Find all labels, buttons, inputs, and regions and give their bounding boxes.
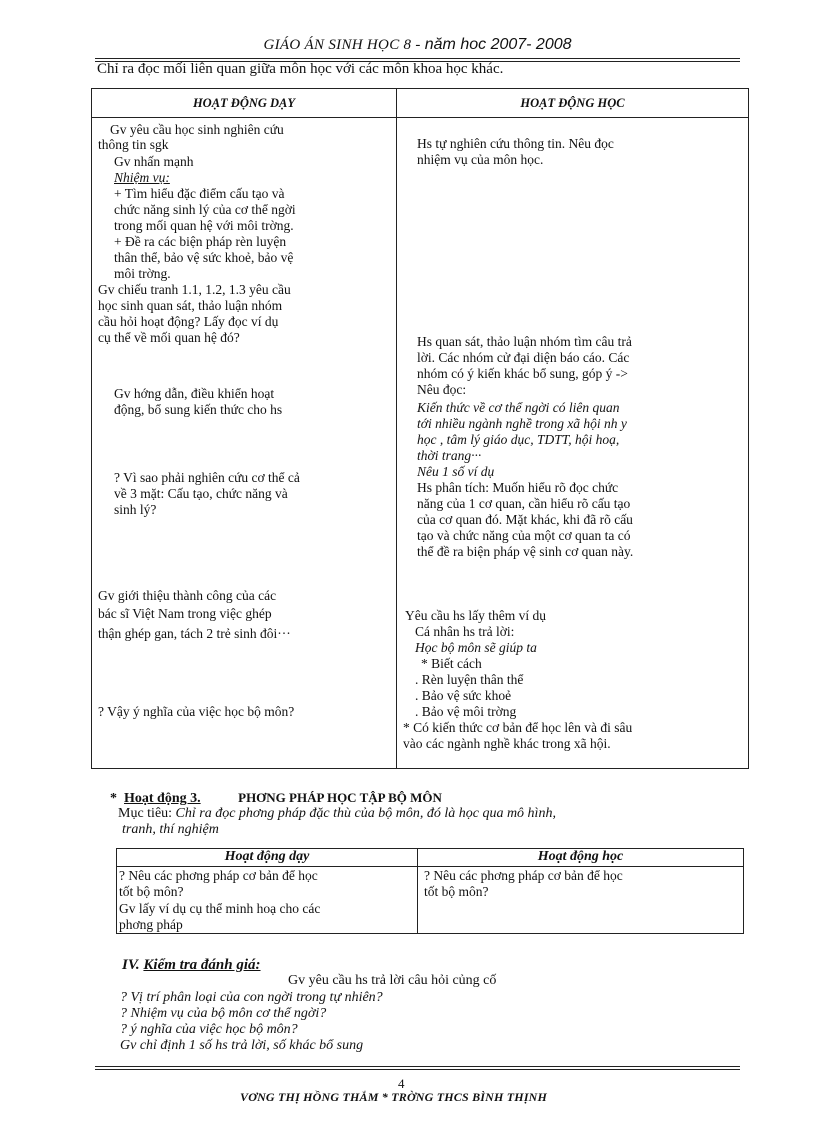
text-line: tới nhiều ngành nghề trong xã hội nh y [417,416,627,431]
text-line: học sinh quan sát, thảo luận nhóm [98,298,283,313]
text-line: Hs tự nghiên cứu thông tin. Nêu đọc [417,136,614,151]
text-line: nhiệm vụ của môn học. [417,152,544,167]
header-rule [95,58,740,59]
goal-line [118,806,556,822]
text-line: tạo và chức năng của một cơ quan ta có [417,528,631,543]
goal-label: Mục tiêu: [118,806,173,821]
text-line: ? Nêu các phơng pháp cơ bản để học [119,868,318,883]
header-subject: GIÁO ÁN SINH HỌC 8 - [263,37,425,53]
text-line: thân thể, bảo vệ sức khoẻ, bảo vệ [114,250,294,265]
method-table [116,848,744,934]
text-line: Nêu đọc: [417,382,467,397]
activity-3-label: Hoạt động 3. [124,791,201,806]
text-line: Nhiệm vụ: [114,170,170,185]
text-line: Gv chiếu tranh 1.1, 1.2, 1.3 yêu cầu [98,282,291,297]
text-line: trong mối quan hệ với môi trờng. [114,218,294,233]
question-line: ? Vị trí phân loại của con ngời trong tự nhiên? [120,990,383,1005]
footer-rule [95,1066,740,1067]
text-line: . Bảo vệ môi trờng [415,704,517,719]
assessment-intro: Gv yêu cầu hs trả lời câu hỏi củng cố [288,973,497,988]
question-line: ? Nhiệm vụ của bộ môn cơ thể ngời? [120,1006,327,1021]
text-line: ? Vậy ý nghĩa của việc học bộ môn? [98,704,295,719]
text-line: của cơ quan đó. Mặt khác, khi đã rõ cấu [417,512,633,527]
text-line: * Có kiến thức cơ bản để học lên và đi sâu [403,720,633,735]
text-line: ? Vì sao phải nghiên cứu cơ thể cả [114,470,300,485]
text-line: Hs quan sát, thảo luận nhóm tìm câu trả [417,334,632,349]
text-line: Gv nhấn mạnh [114,154,194,169]
assessment-label: Kiểm tra đánh giá: [143,957,261,973]
text-line: Gv giới thiệu thành công của các [98,588,277,603]
text-line: + Tìm hiểu đặc điểm cấu tạo và [114,186,285,201]
text-line: về 3 mặt: Cấu tạo, chức năng và [114,486,288,501]
text-line: tốt bộ môn? [424,884,489,899]
learning-cell [397,118,749,769]
text-line: phơng pháp [119,917,183,932]
page-footer: VƠNG THỊ HỒNG THẮM * TRỜNG THCS BÌNH THỊNH [240,1090,548,1104]
col-teaching-header: HOẠT ĐỘNG DẠY [92,89,397,118]
text-line: lời. Các nhóm cử đại diện báo cáo. Các [417,350,630,365]
objective-text: Chỉ ra đọc mối liên quan giữa môn học với các môn khoa học khác. [97,61,504,77]
question-line: ? ý nghĩa của việc học bộ môn? [120,1022,298,1037]
activity-table [91,88,749,769]
text-line: động, bổ sung kiến thức cho hs [114,402,283,417]
page-number: 4 [398,1076,405,1091]
text-line: thông tin sgk [98,137,169,152]
text-line: Cá nhân hs trả lời: [415,624,515,639]
text-line: chức năng sinh lý của cơ thể ngời [114,202,296,217]
goal-text-2: tranh, thí nghiệm [122,822,219,837]
text-line: + Đề ra các biện pháp rèn luyện [114,234,287,249]
text-line: ? Nêu các phơng pháp cơ bản để học [424,868,623,883]
text-line: Yêu cầu hs lấy thêm ví dụ [405,608,546,623]
text-line: sinh lý? [114,502,157,517]
method-teaching-cell [117,867,418,934]
text-line: thận ghép gan, tách 2 trẻ sinh đôi··· [98,626,291,641]
text-line: Gv hớng dẫn, điều khiển hoạt [114,386,275,401]
text-line: . Rèn luyện thân thể [415,672,524,687]
text-line: Kiến thức về cơ thể ngời có liên quan [417,400,620,415]
page-header [95,36,740,58]
assessment-heading [122,957,261,974]
activity-3-title: PHƠNG PHÁP HỌC TẬP BỘ MÔN [238,790,442,805]
text-line: Học bộ môn sẽ giúp ta [415,640,537,655]
text-line: Nêu 1 số ví dụ [417,464,495,479]
text-line: học , tâm lý giáo dục, TDTT, hội hoạ, [417,432,620,447]
text-line: Gv yêu cầu học sinh nghiên cứu [110,122,284,137]
text-line: tốt bộ môn? [119,884,184,899]
goal-text-1: Chỉ ra đọc phơng pháp đặc thù của bộ môn, đó là học qua mô hình, [175,806,556,821]
bullet-star: * [110,791,117,806]
text-line: . Bảo vệ sức khoẻ [415,688,512,703]
method-learning-header: Hoạt động học [418,849,744,867]
text-line: nhóm có ý kiến khác bổ sung, góp ý -> [417,366,628,381]
teaching-cell [92,118,397,769]
text-line: cầu hỏi hoạt động? Lấy đọc ví dụ [98,314,279,329]
text-line: thời trang··· [417,448,482,463]
text-line: năng của 1 cơ quan, cần hiểu rõ cấu tạo [417,496,631,511]
text-line: * Biết cách [421,656,482,671]
header-year: năm hoc 2007- 2008 [424,36,572,53]
text-line: Gv lấy ví dụ cụ thể minh hoạ cho các [119,901,321,916]
text-line: cụ thể về mối quan hệ đó? [98,330,240,345]
text-line: vào các ngành nghề khác trong xã hội. [403,736,611,751]
text-line: thể đề ra biện pháp vệ sinh cơ quan này. [417,544,634,559]
text-line: Hs phân tích: Muốn hiểu rõ đọc chức [417,480,619,495]
method-teaching-header: Hoạt động dạy [117,849,418,867]
text-line: bác sĩ Việt Nam trong việc ghép [98,606,272,621]
activity-3-heading [110,790,442,807]
question-line: Gv chỉ định 1 số hs trả lời, số khác bổ sung [120,1038,364,1053]
text-line: môi trờng. [114,266,171,281]
col-learning-header: HOẠT ĐỘNG HỌC [397,89,749,118]
assessment-roman: IV. [122,957,140,973]
footer-rule-2 [95,1069,740,1070]
method-learning-cell [418,867,744,934]
